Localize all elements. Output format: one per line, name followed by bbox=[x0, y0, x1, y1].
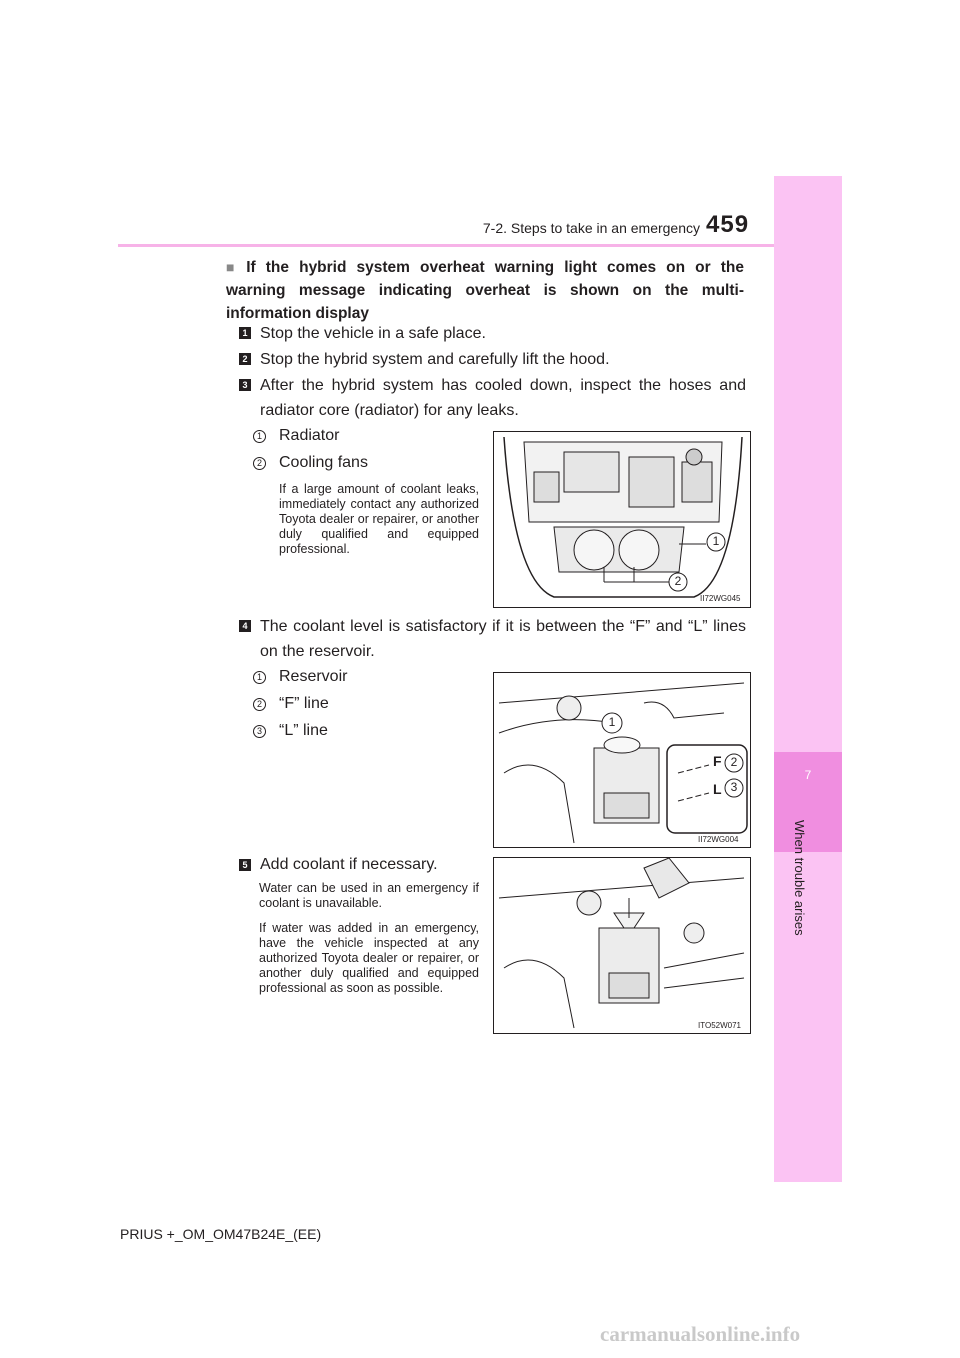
add-coolant-drawing bbox=[494, 858, 750, 1033]
chapter-tab bbox=[774, 176, 842, 1182]
square-bullet-icon: ■ bbox=[226, 259, 241, 275]
figure-callout: 1 bbox=[608, 715, 616, 729]
legend-label: “L” line bbox=[279, 722, 328, 739]
callout-number: 1 bbox=[253, 430, 266, 443]
section-title: 7-2. Steps to take in an emergency bbox=[482, 220, 700, 236]
figure-callout: 3 bbox=[730, 780, 738, 794]
watermark: carmanualsonline.info bbox=[600, 1322, 801, 1346]
step-number-badge: 1 bbox=[239, 327, 251, 339]
document-footer: PRIUS +_OM_OM47B24E_(EE) bbox=[120, 1226, 322, 1242]
legend-label: Radiator bbox=[279, 427, 340, 444]
legend-label: “F” line bbox=[279, 695, 329, 712]
callout-number: 2 bbox=[253, 457, 266, 470]
reservoir-drawing bbox=[494, 673, 750, 847]
step-text: After the hybrid system has cooled down, inspect the hoses and radiator core (radiator) for any leaks. bbox=[260, 377, 746, 419]
header-divider bbox=[118, 244, 842, 247]
callout-number: 2 bbox=[253, 698, 266, 711]
add-coolant-illustration bbox=[493, 857, 751, 1034]
engine-bay-illustration bbox=[493, 431, 751, 608]
step-number-badge: 2 bbox=[239, 353, 251, 365]
page-number: 459 bbox=[706, 211, 750, 238]
figure-code: II72WG045 bbox=[700, 594, 741, 603]
f-line-letter: F bbox=[713, 753, 722, 769]
step-text: Stop the vehicle in a safe place. bbox=[260, 325, 486, 342]
figure-callout: 1 bbox=[712, 534, 720, 548]
callout-number: 1 bbox=[253, 671, 266, 684]
step-text: The coolant level is satisfactory if it is between the “F” and “L” lines on the reservoir. bbox=[260, 618, 746, 660]
chapter-number: 7 bbox=[804, 768, 812, 782]
note-text: Water can be used in an emergency if coolant is unavailable. bbox=[259, 881, 479, 910]
legend-label: Cooling fans bbox=[279, 454, 368, 471]
step-text: Add coolant if necessary. bbox=[260, 856, 438, 873]
step-number-badge: 5 bbox=[239, 859, 251, 871]
section-heading: ■ If the hybrid system overheat warning light comes on or the warning message indicating overheat is shown on the multi-information display bbox=[226, 259, 744, 322]
figure-code: ITO52W071 bbox=[698, 1021, 741, 1030]
reservoir-illustration bbox=[493, 672, 751, 848]
step-text: Stop the hybrid system and carefully lift the hood. bbox=[260, 351, 610, 368]
figure-callout: 2 bbox=[730, 755, 738, 769]
engine-bay-drawing bbox=[494, 432, 750, 607]
note-text: If water was added in an emergency, have the vehicle inspected at any authorized Toyota dealer or repairer, or another duly qualified and equipped professional as soon as possible. bbox=[259, 921, 479, 995]
note-text: If a large amount of coolant leaks, immediately contact any authorized Toyota dealer or repairer, or another duly qualified and equipped professional. bbox=[279, 482, 479, 556]
figure-code: II72WG004 bbox=[698, 835, 739, 844]
callout-number: 3 bbox=[253, 725, 266, 738]
legend-label: Reservoir bbox=[279, 668, 348, 685]
step-number-badge: 4 bbox=[239, 620, 251, 632]
figure-callout: 2 bbox=[674, 574, 682, 588]
l-line-letter: L bbox=[713, 781, 722, 797]
step-number-badge: 3 bbox=[239, 379, 251, 391]
chapter-title: When trouble arises bbox=[792, 820, 807, 936]
